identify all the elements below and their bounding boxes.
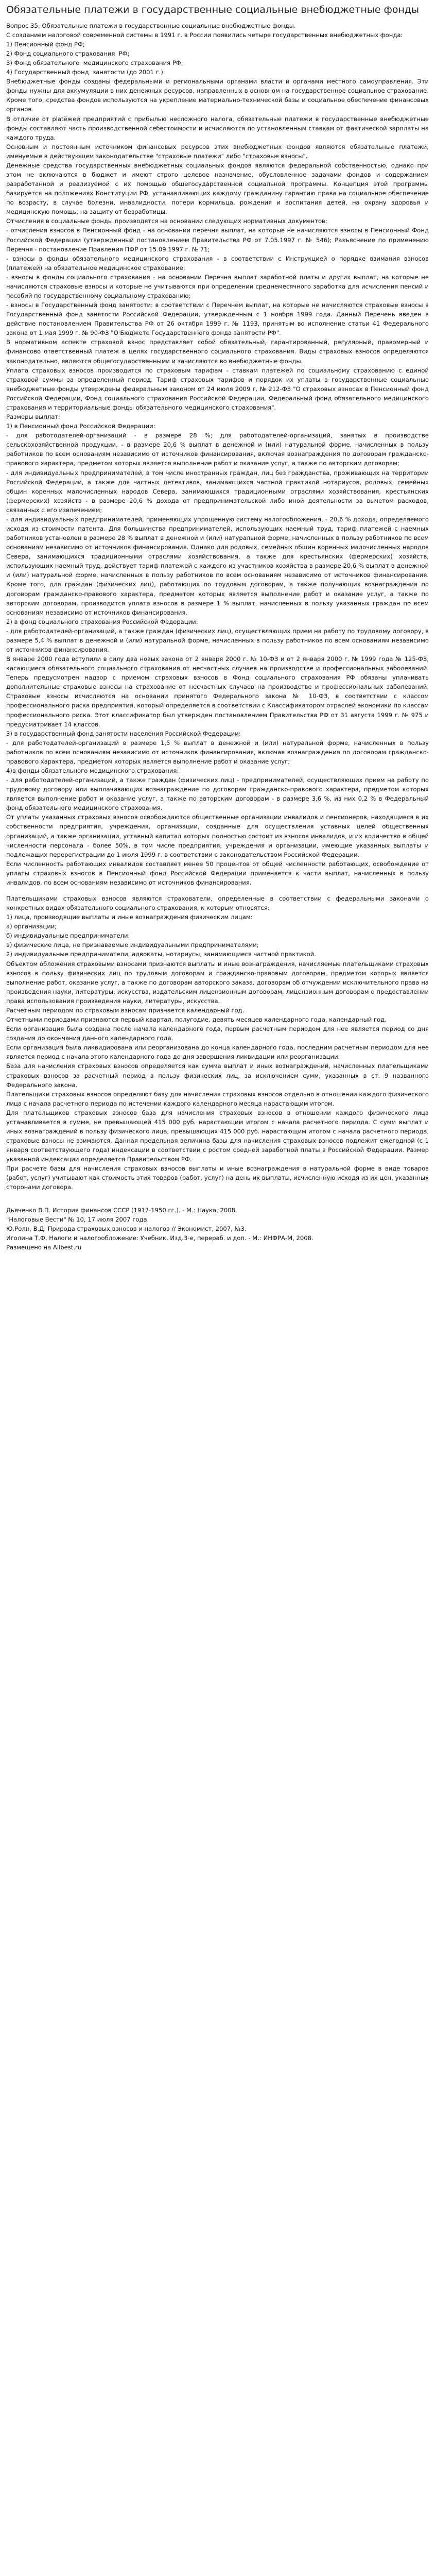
- paragraph: Если организация была ликвидирована или реорганизована до конца календарного года, последним расчетным периодом для нее является период с начала этого календарного года до дня завершения ликвидации или реорганизации.: [6, 1044, 431, 1061]
- paragraph: База для начисления страховых взносов определяется как сумма выплат и иных вознаграждений, начисленных плательщиками страховых взносов за расчетный период в пользу физических лиц, за исключением сумм, указанных в ст. 9 названного Федерального закона.: [6, 1062, 431, 1089]
- paragraph: 2) Фонд социального страхования РФ;: [6, 49, 130, 57]
- paragraph: Основным и постоянным источником финансовых ресурсов этих внебюджетных фондов являются обязательные платежи, именуемые в действующем законодательстве "страховые платежи" либо "страховые взносы".: [6, 143, 431, 160]
- paragraph: 1) лица, производящие выплаты и иные вознаграждения физическим лицам:: [6, 913, 253, 921]
- document: [6, 4, 429, 1252]
- paragraph: Размеры выплат:: [6, 413, 61, 421]
- paragraph: - взносы в Государственный фонд занятости: в соответствии с Перечнем выплат, на которые не начисляются страховые взносы в Государственный фонд занятости Российской Федерации, утвержденным с 1 ноября 1999 года. Данный Перечень введен в действие постановлением Правительства РФ от 26 октября 1999 г. № 1193, принятым во исполнение статьи 41 Федерального закона от 1 мая 1999 г. № 90-ФЗ "О Бюджете Государственного фонда занятости РФ".: [6, 301, 431, 337]
- paragraph: Если численность работающих инвалидов составляет менее 50 процентов от общей численности работающих, освобождение от уплаты страховых взносов в Пенсионный фонд Российской Федерации применяется к части выплат, начисленных в пользу инвалидов, по всем основаниям независимо от источников финансирования.: [6, 860, 431, 886]
- paragraph: - взносы в фонды обязательного медицинского страхования - в соответствии с Инструкцией о порядке взимания взносов (платежей) на обязательное медицинское страхование;: [6, 255, 431, 272]
- paragraph: 3) в государственный фонд занятости населения Российской Федерации:: [6, 730, 241, 737]
- document-body: [6, 30, 429, 1192]
- paragraph: Отчисления в социальные фонды производятся на основании следующих нормативных документов:: [6, 217, 327, 225]
- paragraph: в) физические лица, не признаваемые индивидуальными предпринимателями;: [6, 941, 259, 949]
- reference-item: Ю.Ролн, В.Д. Природа страховых взносов и налогов // Экономист, 2007, №3.: [6, 1225, 247, 1232]
- reference-item: Размещено на Allbest.ru: [6, 1243, 82, 1251]
- paragraph: 3) Фонд обязательного медицинского страхования РФ;: [6, 59, 183, 67]
- page-title: Обязательные платежи в государственные социальные внебюджетные фонды: [6, 4, 420, 15]
- paragraph: - для индивидуальных предпринимателей, в том числе иностранных граждан, лиц без гражданства, проживающих на территории Российской Федерации, а также для частных детективов, занимающихся частной практикой нотариусов, родовых, семейных общин коренных малочисленных народов Севера, занимающихся традиционными отраслями хозяйствования, крестьянских (фермерских) хозяйств - в размере 20,6 % дохода от предпринимательской либо иной деятельности за вычетом расходов, связанных с его извлечением;: [6, 469, 431, 514]
- paragraph: Для плательщиков страховых взносов база для начисления страховых взносов в отношении каждого физического лица устанавливается в сумме, не превышающей 415 000 руб. нарастающим итогом с начала расчетного периода. С сумм выплат и иных вознаграждений в пользу физического лица, превышающих 415 000 руб. нарастающим итогом с начала расчетного периода, страховые взносы не взимаются. Данная предельная величина базы для начисления страховых взносов подлежит ежегодной (с 1 января соответствующего года) индексации в соответствии с ростом средней заработной платы в Российской Федерации. Размер указанной индексации определяется Правительством РФ.: [6, 1109, 431, 1163]
- paragraph: Плательщиками страховых взносов являются страхователи, определенные в соответствии с федеральными законами о конкретных видах обязательного социального страхования, к которым относятся:: [6, 895, 431, 912]
- paragraph: 1) в Пенсионный фонд Российской Федерации:: [6, 422, 155, 430]
- paragraph: С созданием налоговой современной системы в 1991 г. в России появились четыре государственных внебюджетных фонда:: [6, 31, 403, 39]
- paragraph: - для работодателей-организаций в размере 1,5 % выплат в денежной и (или) натуральной форме, начисленных в пользу работников по всем основаниям независимо от источников финансирования, включая вознаграждения по договорам гражданско-правового характера, предметом которых является выполнение работ и оказание услуг;: [6, 739, 431, 765]
- paragraph: Если организация была создана после начала календарного года, первым расчетным периодом для нее является период со дня создания до окончания данного календарного года.: [6, 1025, 431, 1042]
- paragraph: 2) в фонд социального страхования Российской Федерации:: [6, 618, 198, 625]
- references-section: [6, 1206, 429, 1252]
- reference-item: Иголина Т.Ф. Налоги и налогообложение: Учебник. Изд.3-е, перераб. и доп. - М.: ИНФРА-М, 2008.: [6, 1234, 313, 1242]
- paragraph: В нормативном аспекте страховой взнос представляет собой обязательный, гарантированный, регулярный, правомерный и финансово ответственный платеж в целях государственного социального страхования. Виды страховых взносов определяются законодательно, являются общегосударственными и зачисляются во внебюджетные фонды.: [6, 338, 431, 365]
- paragraph: а) организации;: [6, 923, 57, 930]
- paragraph: От уплаты указанных страховых взносов освобождаются общественные организации инвалидов и пенсионеров, находящиеся в их собственности предприятия, учреждения, организации, созданные для осуществления уставных целей общественных организаций, а также организации, уставный капитал которых полностью состоит из взносов инвалидов, и их количество в общей численности персонала - более 50%, в том числе предприятия, учреждения и организации, имеющие указанных выплаты и подлежащих перерегистрации до 1 июля 1999 г. в соответствии с законодательством Российской Федерации.: [6, 814, 431, 858]
- reference-item: "Налоговые Вести" № 10, 17 июля 2007 года.: [6, 1215, 149, 1223]
- reference-item: Дьяченко В.П. История финансов СССР (1917-1950 гг.). - М.: Наука, 2008.: [6, 1206, 237, 1214]
- paragraph: б) индивидуальные предприниматели;: [6, 932, 130, 940]
- paragraph: При расчете базы для начисления страховых взносов выплаты и иные вознаграждения в натуральной форме в виде товаров (работ, услуг) учитывают как стоимость этих товаров (работ, услуг) на день их выплаты, исчисленную исходя из их цен, указанных сторонами договора.: [6, 1165, 431, 1191]
- paragraph: 4)в фонды обязательного медицинского страхования:: [6, 767, 179, 774]
- paragraph: В отличие от platёжей предприятий с прибылью несложного налога, обязательные платежи в государственные внебюджетные фонды составляют часть производственной себестоимости и исчисляются по установленным ставкам от фактической зарплаты на каждого труда.: [6, 115, 431, 141]
- paragraph: Денежные средства государственных внебюджетных социальных фондов являются федеральной собственностью, однако при этом не включаются в бюджет и имеют строго целевое назначение, обусловленное задачами фондов и содержанием разработанной и реализуемой с их помощью общегосударственной социальной программы. Концепция этой программы базируется на положениях Конституции РФ, устанавливающих каждому гражданину гарантию права на социальное обеспечение по возрасту, в случае болезни, инвалидности, потери кормильца, рождения и воспитания детей, на охрану здоровья и медицинскую помощь, на защиту от безработицы.: [6, 161, 431, 216]
- paragraph: 2) индивидуальные предприниматели, адвокаты, нотариусы, занимающиеся частной практикой.: [6, 951, 316, 958]
- paragraph: Объектом обложения страховыми взносами признаются выплаты и иные вознаграждения, начисляемые плательщиками страховых взносов в пользу физических лиц по трудовым договорам и гражданско-правовым договорам, предметом которых является выполнение работ, оказание услуг, а также по договорам авторского заказа, договорам об отчуждении исключительного права на произведения науки, литературы, искусства, издательским лицензионным договорам, лицензионным договорам о предоставлении права использования произведения науки, литературы, искусства.: [6, 960, 431, 1005]
- paragraph: Уплата страховых взносов производится по страховым тарифам - ставкам платежей по социальному страхованию с единой страховой суммы за определенный период. Тариф страховых тарифов и порядок их уплаты в государственные социальные внебюджетные фонды утверждены федеральным законом от 24 июля 2009 г. № 212-ФЗ "О страховых взносах в Пенсионный фонд Российской Федерации, Фонд социального страхования Российской Федерации, Федеральный фонд обязательного медицинского страхования и территориальные фонды обязательного медицинского страхования".: [6, 366, 431, 411]
- paragraph: Расчетным периодом по страховым взносам признается календарный год.: [6, 1006, 245, 1014]
- paragraph: 1) Пенсионный фонд РФ;: [6, 40, 85, 48]
- paragraph: - для работодателей-организаций, а также граждан (физических лиц) - предпринимателей, осуществляющих прием на работу по трудовому договору или выплачивающих вознаграждение по договорам гражданско-правового характера, предметом которых является выполнение работ и оказание услуг, а также по авторским договорам - в размере 3,6 %, из них 0,2 % в Федеральный фонд обязательного медицинского страхования.: [6, 776, 431, 812]
- paragraph: - взносы в фонды социального страхования - на основании Перечня выплат заработной платы и других выплат, на которые не начисляются страховые взносы и которые не учитываются при определении среднемесячного заработка для исчисления пенсий и пособий по государственному социальному страхованию;: [6, 273, 431, 300]
- paragraph: Отчетными периодами признаются первый квартал, полугодие, девять месяцев календарного года, календарный год.: [6, 1016, 387, 1024]
- paragraph: - для работодателей-организаций, а также граждан (физических лиц), осуществляющих прием на работу по трудовому договору, в размере 5,4 % выплат в денежной и (или) натуральной форме, начисленных в пользу работников по всем основаниям независимо от источников финансирования.: [6, 627, 431, 653]
- paragraph: Внебюджетные фонды созданы федеральными и региональными органами власти и органами местного самоуправления. Эти фонды нужны для аккумуляции в них денежных ресурсов, направленных в основном на государственное социальное страхование. Кроме того, средства фондов используются на укрепление материально-технической базы и социальное обеспечение финансовых органов.: [6, 78, 431, 113]
- question-line: Вопрос 35: Обязательные платежи в государственные социальные внебюджетные фонды.: [6, 22, 296, 29]
- paragraph: - для индивидуальных предпринимателей, применяющих упрощенную систему налогообложения, - 20,6 % дохода, определяемого исходя из стоимости патента. Для большинства предпринимателей, использующих наемный труд, тариф платежей с наемных работников установлен в размере 28 % выплат в денежной и (или) натуральной форме, начисленных в пользу работников по всем основаниям независимо от источников финансирования. Однако для родовых, семейных общин коренных малочисленных народов Севера, занимающихся традиционными отраслями хозяйствования, а также для крестьянских (фермерских) хозяйств, использующих наемный труд, действует тариф платежей с каждого из участников хозяйства в размере 20,6 % выплат в денежной и (или) натуральной форме, начисленных в пользу работников по всем основаниям независимо от источников финансирования. Кроме того, для граждан (физических лиц), работающих по трудовым договорам, а также получающих вознаграждения по договорам гражданско-правового характера, предметом которых является выполнение работ и оказание услуг, а также по авторским договорам, производится уплата взносов в размере 1 % выплат, начисленных в пользу указанных граждан по всем основаниям независимо от источников финансирования.: [6, 515, 431, 616]
- paragraph: - отчисления взносов в Пенсионный фонд - на основании перечня выплат, на которые не начисляются взносы в Пенсионный Фонд Российской Федерации (утвержденный постановлением Правительства РФ от 7.05.1997 г. № 546); Разъяснение по применению Перечня - постановление Правления ПФР от 15.09.1997 г. № 71;: [6, 227, 431, 253]
- paragraph: В январе 2000 года вступили в силу два новых закона от 2 января 2000 г. № 10-ФЗ и от 2 января 2000 г. № 1999 года № 125-ФЗ, касающиеся обязательного социального страхования от несчастных случаев на производстве и профессиональных заболеваний. Теперь предусмотрен надзор с приемом страховых взносов в Фонд социального страхования РФ обязаны уплачивать дополнительные страховые взносы на страхование от несчастных случаев на производстве и профессиональных заболеваний. Страховые взносы исчисляются на основании принятого Федерального закона № 10-ФЗ, в соответствии с классом профессионального риска предприятия, который определяется в соответствии с Классификатором отраслей экономики по классам профессионального риска. Этот классификатор был утвержден постановлением Правительства РФ от 31 августа 1999 г. № 975 и предусматривает 14 классов.: [6, 655, 431, 728]
- paragraph: 4) Государственный фонд занятости (до 2001 г.).: [6, 69, 165, 76]
- paragraph: Плательщики страховых взносов определяют базу для начисления страховых взносов отдельно в отношении каждого физического лица с начала расчетного периода по истечении каждого календарного месяца нарастающим итогом.: [6, 1090, 431, 1107]
- paragraph: - для работодателей-организаций - в размере 28 %; для работодателей-организаций, занятых в производстве сельскохозяйственной продукции, - в размере 20,6 % выплат в денежной и (или) натуральной форме, начисленных в пользу работников по всем основаниям независимо от источников финансирования, включая вознаграждения по договорам гражданско-правового характера, предметом которых является выполнение работ и оказание услуг, а также по авторским договорам;: [6, 432, 431, 467]
